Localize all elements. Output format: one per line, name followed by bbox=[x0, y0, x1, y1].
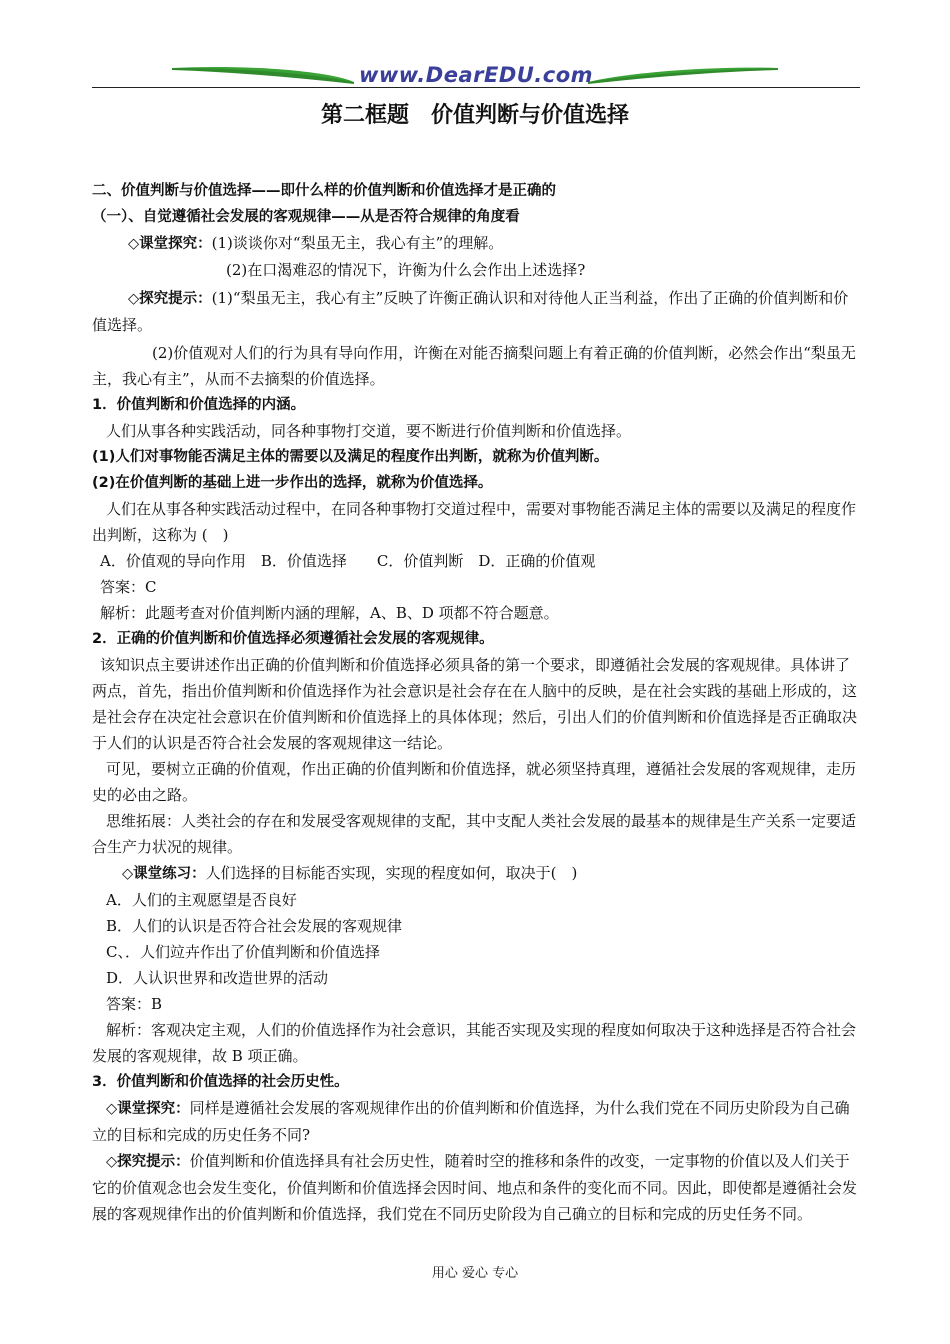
practice-analysis: 解析：客观决定主观，人们的价值选择作为社会意识，其能否实现及实现的程度如何取决于这种选择是否符合社会发展的客观规律，故 B 项正确。 bbox=[92, 1021, 857, 1065]
logo-text: www.DearEDU.com bbox=[358, 63, 594, 87]
practice-option: A．人们的主观愿望是否良好 bbox=[106, 891, 297, 909]
question-analysis: 解析：此题考查对价值判断内涵的理解，A、B、D 项都不符合题意。 bbox=[100, 604, 559, 622]
label: ◇课堂探究： bbox=[128, 236, 212, 252]
practice-option: B．人们的认识是否符合社会发展的客观规律 bbox=[106, 917, 403, 935]
text: (1)谈谈你对“梨虽无主，我心有主”的理解。 bbox=[211, 234, 504, 252]
practice-answer: 答案：B bbox=[106, 995, 163, 1013]
label: ◇探究提示： bbox=[128, 291, 212, 307]
point-heading-2: 2．正确的价值判断和价值选择必须遵循社会发展的客观规律。 bbox=[92, 631, 494, 647]
question-stem: 人们在从事各种实践活动过程中，在同各种事物打交道过程中，需要对事物能否满足主体的需要以及满足的程度作出判断，这称为 ( ) bbox=[92, 500, 857, 544]
explore-hint-3 bbox=[92, 1148, 860, 1227]
explore-hint-2: (2)价值观对人们的行为具有导向作用，许衡在对能否摘梨问题上有着正确的价值判断，必然会作出“梨虽无主，我心有主”，从而不去摘梨的价值选择。 bbox=[92, 344, 856, 388]
text: 价值判断和价值选择具有社会历史性，随着时空的推移和条件的改变，一定事物的价值以及人们关于它的价值观念也会发生变化，价值判断和价值选择会因时间、地点和条件的变化而不同。因此，即使都是遵循社会发展的客观规律作出的价值判断和价值选择，我们党在不同历史阶段为自己确立的目标和完成的历史任务不同。 bbox=[92, 1152, 858, 1223]
point-heading-1: 1．价值判断和价值选择的内涵。 bbox=[92, 397, 306, 413]
explore-question-3 bbox=[92, 1095, 860, 1148]
section-heading: 二、价值判断与价值选择——即什么样的价值判断和价值选择才是正确的 bbox=[92, 183, 556, 199]
header-rule bbox=[92, 87, 860, 88]
practice-option: D．人认识世界和改造世界的活动 bbox=[106, 969, 329, 987]
page-footer: 用心 爱心 专心 bbox=[431, 1266, 519, 1281]
explore-question-1 bbox=[92, 230, 860, 257]
practice-option: C、．人们竝卉作出了价值判断和价值选择 bbox=[106, 943, 380, 961]
paragraph: 人们从事各种实践活动，同各种事物打交道，要不断进行价值判断和价值选择。 bbox=[106, 422, 632, 440]
text: (1)“梨虽无主，我心有主”反映了许衡正确认识和对待他人正当利益，作出了正确的价值判断和价值选择。 bbox=[92, 289, 849, 334]
paragraph: 思维拓展：人类社会的存在和发展受客观规律的支配，其中支配人类社会发展的最基本的规律是生产关系一定要适合生产力状况的规律。 bbox=[92, 812, 857, 856]
page-title: 第二框题 价值判断与价值选择 bbox=[320, 103, 629, 128]
definition-2: (2)在价值判断的基础上进一步作出的选择，就称为价值选择。 bbox=[92, 475, 493, 491]
text: 人们选择的目标能否实现，实现的程度如何，取决于( ) bbox=[205, 864, 578, 882]
label: ◇探究提示： bbox=[106, 1154, 190, 1170]
label: ◇课堂探究： bbox=[106, 1101, 190, 1117]
explore-hint-1 bbox=[92, 285, 860, 338]
paragraph: 该知识点主要讲述作出正确的价值判断和价值选择必须具备的第一个要求，即遵循社会发展的客观规律。具体讲了两点，首先，指出价值判断和价值选择作为社会意识是社会存在在人脑中的反映，是在社会实践的基础上形成的，这是社会存在决定社会意识在价值判断和价值选择上的具体体现；然后，引出人们的价值判断和价值选择是否正确取决于人们的认识是否符合社会发展的客观规律这一结论。 bbox=[92, 656, 858, 752]
point-heading-3: 3．价值判断和价值选择的社会历史性。 bbox=[92, 1074, 349, 1090]
question-answer: 答案：C bbox=[100, 578, 157, 596]
definition-1: (1)人们对事物能否满足主体的需要以及满足的程度作出判断，就称为价值判断。 bbox=[92, 449, 609, 465]
explore-question-2: (2)在口渴难忍的情况下，许衡为什么会作出上述选择? bbox=[226, 261, 586, 279]
label: ◇课堂练习： bbox=[122, 866, 206, 882]
paragraph: 可见，要树立正确的价值观，作出正确的价值判断和价值选择，就必须坚持真理，遵循社会发展的客观规律，走历史的必由之路。 bbox=[92, 760, 857, 804]
site-logo-banner bbox=[92, 60, 860, 90]
text: 同样是遵循社会发展的客观规律作出的价值判断和价值选择，为什么我们党在不同历史阶段为自己确立的目标和完成的历史任务不同? bbox=[92, 1099, 850, 1144]
subsection-heading: （一）、自觉遵循社会发展的客观规律——从是否符合规律的角度看 bbox=[92, 209, 520, 225]
question-options: A．价值观的导向作用 B．价值选择 C．价值判断 D．正确的价值观 bbox=[100, 552, 596, 570]
document-body bbox=[92, 178, 860, 1227]
practice-question bbox=[92, 860, 860, 887]
